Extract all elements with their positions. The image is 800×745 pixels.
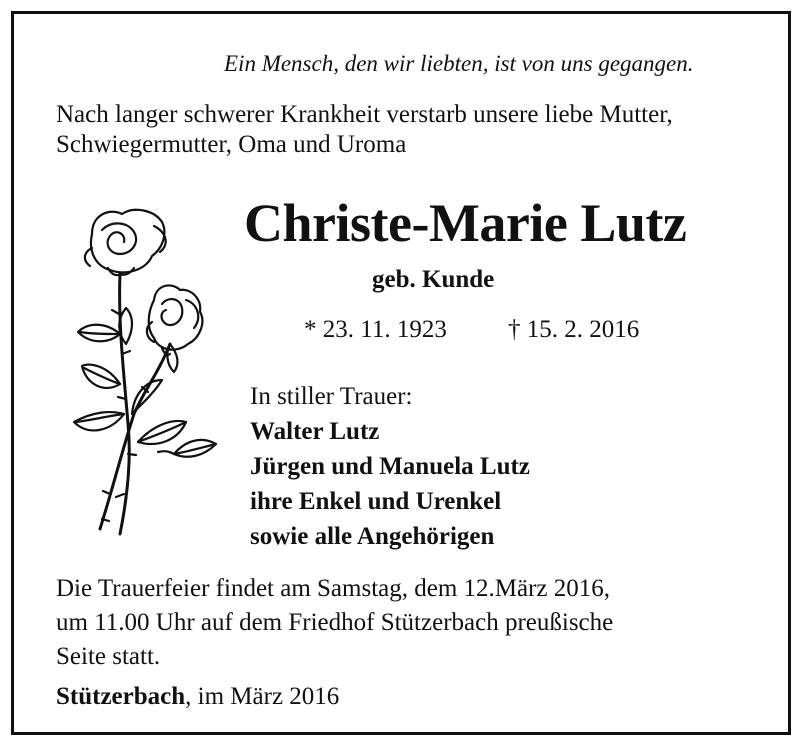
death-date: † 15. 2. 2016 — [508, 316, 640, 343]
intro-text — [56, 100, 776, 160]
mourner-item: Walter Lutz — [250, 418, 380, 445]
birth-name: geb. Kunde — [372, 266, 495, 293]
motto: Ein Mensch, den wir liebten, ist von uns gegangen. — [224, 51, 694, 76]
mourner-item: ihre Enkel und Urenkel — [250, 488, 502, 515]
mourner-item: Jürgen und Manuela Lutz — [250, 453, 530, 480]
obituary-frame — [11, 11, 791, 735]
mourning-label: In stiller Trauer: — [250, 383, 413, 410]
service-text — [56, 572, 776, 674]
intro-line-2: Schwiegermutter, Oma und Uroma — [56, 131, 407, 158]
service-line-1: Die Trauerfeier findet am Samstag, dem 12.März 2016, — [56, 575, 611, 602]
place-date — [56, 683, 339, 711]
deceased-name: Christe-Marie Lutz — [244, 193, 687, 253]
mourner-item: sowie alle Angehörigen — [250, 523, 495, 550]
birth-date: * 23. 11. 1923 — [304, 316, 447, 343]
place-name: Stützerbach — [56, 683, 186, 710]
intro-line-1: Nach langer schwerer Krankheit verstarb unsere liebe Mutter, — [56, 101, 673, 128]
place-date-text: , im März 2016 — [185, 683, 340, 710]
service-line-2: um 11.00 Uhr auf dem Friedhof Stützerbach preußische — [56, 609, 614, 636]
rose-icon — [62, 204, 222, 544]
service-line-3: Seite statt. — [56, 643, 161, 670]
